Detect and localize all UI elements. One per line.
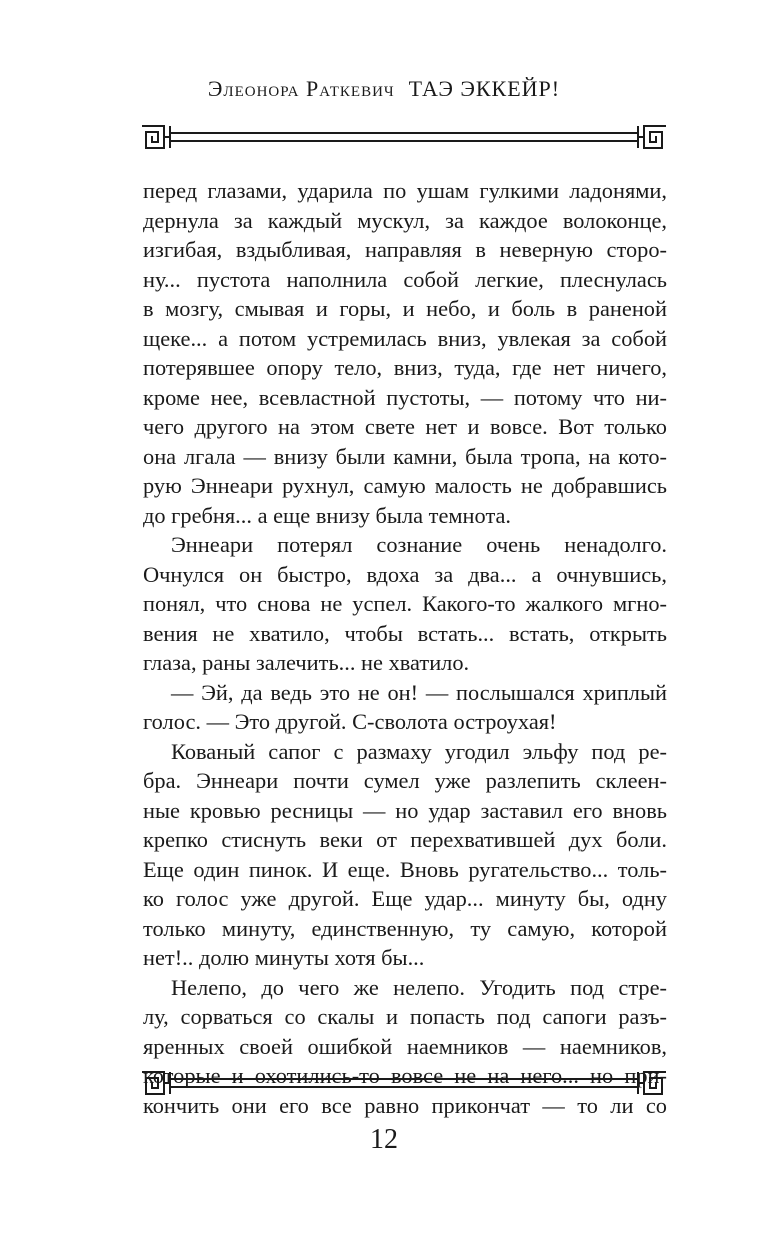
text-line: изгибая, вздыбливая, направляя в неверную сторо-: [143, 237, 667, 262]
text-line: потерявшее опору тело, вниз, туда, где нет ничего,: [143, 355, 667, 380]
text-line: в мозгу, смывая и горы, и небо, и боль в раненой: [143, 296, 667, 321]
text-line: ко голос уже другой. Еще удар... минуту бы, одну: [143, 886, 667, 911]
text-line: ну... пустота наполнила собой легкие, плеснулась: [143, 266, 667, 292]
text-line: она лгала — внизу были камни, была тропа, на кото-: [143, 443, 667, 469]
text-line: дернула за каждый мускул, за каждое волоконце,: [143, 207, 667, 233]
text-line: рую Эннеари рухнул, самую малость не добравшись: [143, 473, 667, 498]
paragraph: [143, 176, 667, 530]
text-line: чего другого на этом свете нет и вовсе. Вот только: [143, 414, 667, 439]
running-header: [0, 76, 768, 102]
page-number: 12: [370, 1124, 398, 1155]
author-name: Элеонора Раткевич: [207, 76, 395, 101]
text-line: только минуту, единственную, ту самую, которой: [143, 915, 667, 941]
greek-key-border-icon: [140, 120, 668, 154]
text-line: голос. — Это другой. С-сволота остроухая!: [143, 709, 557, 734]
text-line: нет!.. долю минуты хотя бы...: [143, 945, 425, 970]
body-text: [143, 176, 667, 1120]
text-line: бра. Эннеари почти сумел уже разлепить склеен-: [143, 768, 667, 793]
greek-key-border-icon: [140, 1066, 668, 1100]
text-line: крепко стиснуть веки от перехватившей дух боли.: [143, 827, 667, 852]
text-line: Нелепо, до чего же нелепо. Угодить под стре-: [171, 974, 667, 1000]
text-line: глаза, раны залечить... не хватило.: [143, 650, 470, 675]
book-title: ТАЭ ЭККЕЙР!: [408, 76, 561, 101]
text-line: кроме нее, всевластной пустоты, — потому что ни-: [143, 384, 667, 410]
text-line: Очнулся он быстро, вдоха за два... а очнувшись,: [143, 561, 667, 587]
text-line: лу, сорваться со скалы и попасть под сапоги разъ-: [143, 1004, 667, 1029]
text-line: Кованый сапог с размаху угодил эльфу под ре-: [171, 738, 667, 764]
text-line: перед глазами, ударила по ушам гулкими ладонями,: [143, 178, 667, 203]
paragraph: [143, 530, 667, 678]
text-line: которые и охотились-то вовсе не на него... но при-: [143, 1063, 667, 1088]
text-line: — Эй, да ведь это не он! — послышался хриплый: [171, 679, 667, 705]
text-line: Эннеари потерял сознание очень ненадолго.: [171, 532, 667, 557]
text-line: кончить они его все равно прикончат — то ли со: [143, 1092, 667, 1118]
text-line: Еще один пинок. И еще. Вновь ругательство... толь-: [143, 856, 667, 882]
text-line: яренных своей ошибкой наемников — наемников,: [143, 1033, 667, 1059]
text-line: щеке... а потом устремилась вниз, увлекая за собой: [143, 325, 667, 351]
text-line: ные кровью ресницы — но удар заставил его вновь: [143, 797, 667, 823]
text-line: вения не хватило, чтобы встать... встать, открыть: [143, 620, 667, 646]
paragraph: [143, 678, 667, 737]
text-line: понял, что снова не успел. Какого-то жалкого мгно-: [143, 591, 667, 616]
text-line: до гребня... а еще внизу была темнота.: [143, 502, 512, 528]
paragraph: [143, 737, 667, 973]
